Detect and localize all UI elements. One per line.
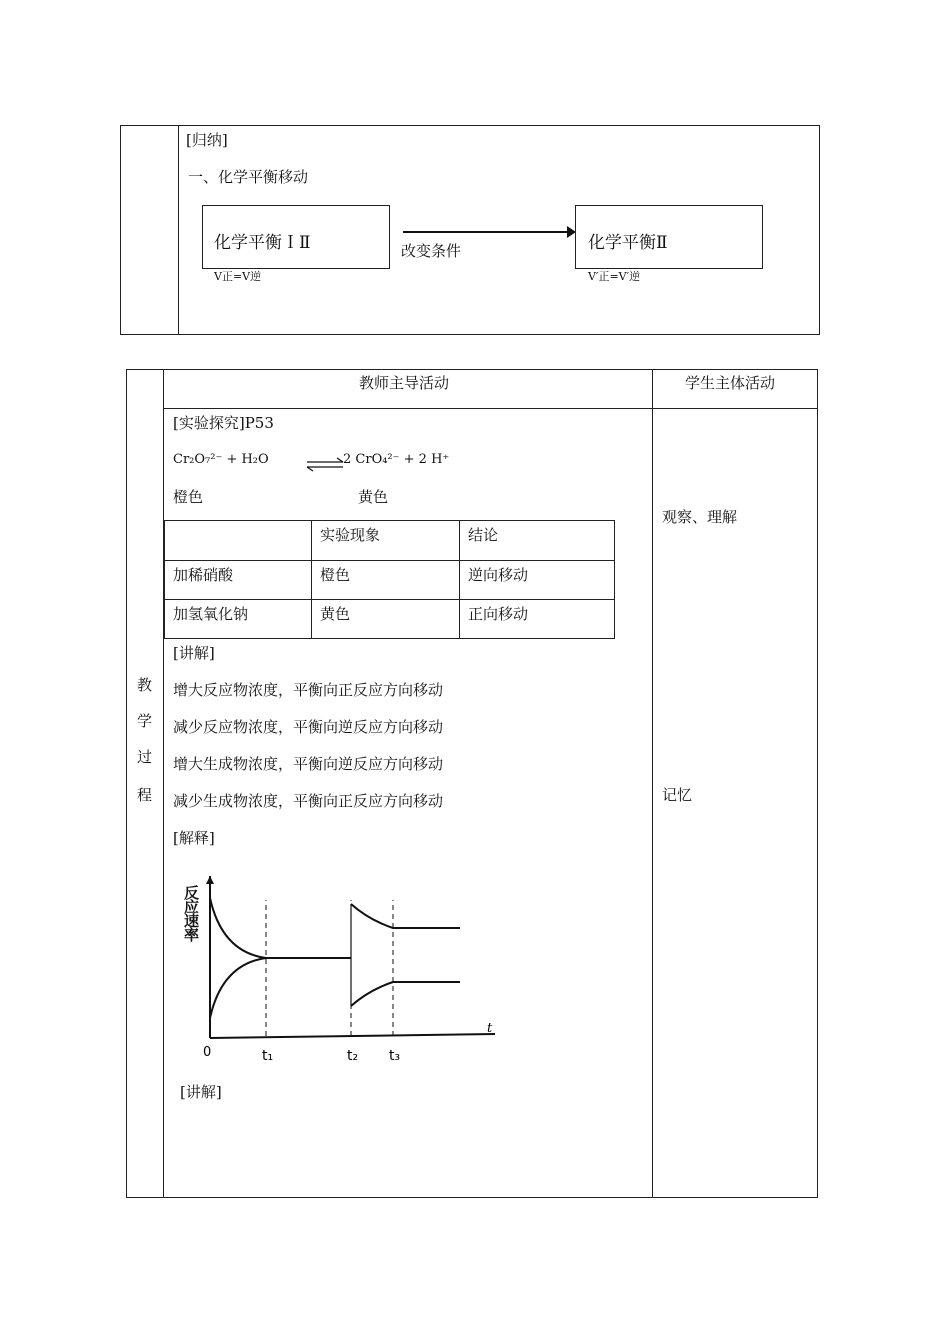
- rate-equality-right: V′正=V′逆: [588, 270, 641, 283]
- experiment-header-conclusion: 结论: [468, 526, 499, 544]
- x-axis: [210, 1034, 495, 1038]
- student-activity-1: 观察、理解: [662, 508, 738, 526]
- experiment-header-phenomenon: 实验现象: [320, 526, 381, 544]
- equation-left: Cr₂O₇²⁻ + H₂O: [173, 452, 269, 467]
- side-label-3: 过: [137, 748, 153, 766]
- student-activity-2: 记忆: [662, 786, 693, 804]
- x-axis-label: t: [487, 1021, 493, 1036]
- rule-4: 减少生成物浓度，平衡向正反应方向移动: [173, 792, 444, 810]
- side-label-1: 教: [137, 676, 153, 694]
- color-left: 橙色: [173, 488, 204, 506]
- experiment-cell: 加氢氧化钠: [173, 605, 249, 623]
- header-teacher: 教师主导活动: [359, 374, 450, 392]
- side-label-4: 程: [137, 786, 153, 804]
- experiment-cell: 橙色: [320, 566, 351, 584]
- explain-tag: [讲解]: [173, 644, 215, 662]
- rate-series-line: [210, 958, 460, 1018]
- origin-label: 0: [203, 1045, 212, 1060]
- experiment-cell: 正向移动: [468, 605, 529, 623]
- experiment-table-row1: [164, 560, 615, 561]
- explain-tag-2: [讲解]: [180, 1083, 222, 1101]
- side-label-2: 学: [137, 712, 153, 730]
- summary-heading: 一、化学平衡移动: [188, 168, 309, 186]
- interpret-tag: [解释]: [173, 829, 215, 847]
- table-divider-left: [163, 369, 164, 1198]
- experiment-cell: 加稀硝酸: [173, 566, 234, 584]
- experiment-table-col2: [459, 520, 460, 639]
- x-tick-label: t₂: [347, 1048, 359, 1064]
- summary-divider: [178, 125, 179, 335]
- experiment-cell: 黄色: [320, 605, 351, 623]
- table-header-line: [163, 408, 818, 409]
- color-right: 黄色: [358, 488, 389, 506]
- rate-chart: [165, 868, 510, 1078]
- experiment-cell: 逆向移动: [468, 566, 529, 584]
- rate-series-line: [210, 898, 460, 958]
- equilibrium-box-right-label: 化学平衡Ⅱ: [588, 233, 668, 253]
- chart-ylabel: 反应速率: [184, 884, 200, 944]
- header-student: 学生主体活动: [685, 374, 776, 392]
- rule-3: 增大生成物浓度，平衡向逆反应方向移动: [173, 755, 444, 773]
- arrow-line: [403, 231, 569, 233]
- rule-2: 减少反应物浓度，平衡向逆反应方向移动: [173, 718, 444, 736]
- summary-tag: [归纳]: [186, 131, 228, 149]
- arrow-label: 改变条件: [401, 242, 462, 260]
- table-divider-right: [652, 369, 653, 1198]
- x-tick-label: t₃: [389, 1048, 401, 1064]
- y-axis-arrow: [206, 876, 214, 884]
- rate-equality-left: V正=V逆: [214, 270, 262, 283]
- equilibrium-box-left-label: 化学平衡ＩⅡ: [214, 233, 311, 253]
- x-tick-label: t₁: [262, 1048, 274, 1064]
- experiment-tag: [实验探究]P53: [173, 414, 274, 432]
- experiment-table-row2: [164, 599, 615, 600]
- equation-right: 2 CrO₄²⁻ + 2 H⁺: [343, 452, 450, 467]
- equilibrium-arrows-icon: [305, 456, 345, 474]
- rule-1: 增大反应物浓度，平衡向正反应方向移动: [173, 681, 444, 699]
- experiment-table-col1: [311, 520, 312, 639]
